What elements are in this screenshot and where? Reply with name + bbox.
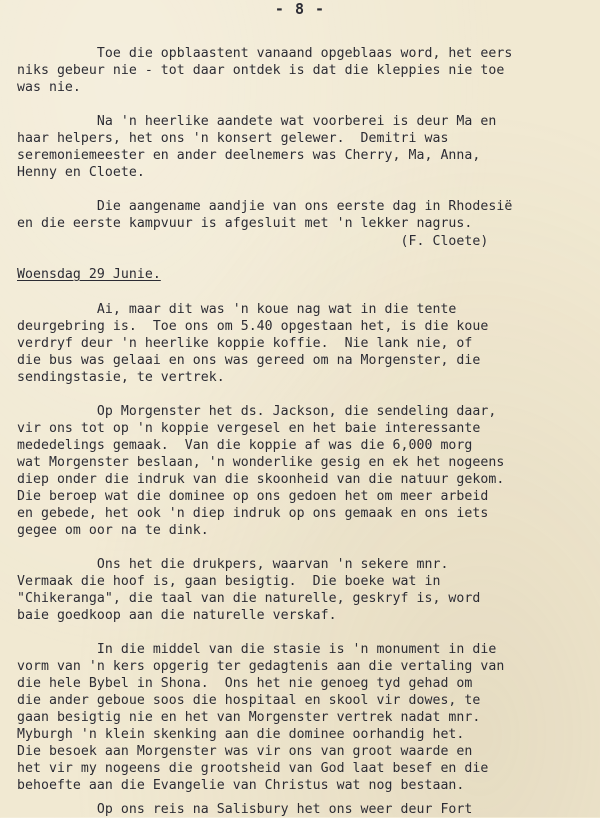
- text-line: was nie.: [17, 80, 81, 95]
- text-line: mededelings gemaak. Van die koppie af was die 6,000 morg: [17, 438, 473, 453]
- text-line: die hele Bybel in Shona. Ons het nie genoeg tyd gehad om: [17, 676, 473, 691]
- text-line: Vermaak die hoof is, gaan besigtig. Die boeke wat in: [17, 574, 441, 589]
- text-line: Op ons reis na Salisbury het ons weer deur Fort: [17, 802, 473, 817]
- text-line: het vir my nogeens die grootsheid van God laat besef en die: [17, 761, 489, 776]
- text-line: behoefte aan die Evangelie van Christus wat nog bestaan.: [17, 778, 465, 793]
- text-line: Toe die opblaastent vanaand opgeblaas word, het eers: [17, 46, 513, 61]
- text-line: vorm van 'n kers opgerig ter gedagtenis aan die vertaling van: [17, 659, 505, 674]
- text-line: die ander geboue soos die hospitaal en skool vir dowes, te: [17, 693, 481, 708]
- text-line: diep onder die indruk van die skoonheid van die natuur gekom.: [17, 472, 505, 487]
- text-line: gaan besigtig nie en het van Morgenster vertrek nadat mnr.: [17, 710, 481, 725]
- text-line: en gebede, het ook 'n diep indruk op ons gemaak en ons iets: [17, 506, 489, 521]
- text-line: Na 'n heerlike aandete wat voorberei is deur Ma en: [17, 114, 497, 129]
- page-number: - 8 -: [274, 0, 326, 18]
- text-line: Myburgh 'n klein skenking aan die dominee oorhandig het.: [17, 727, 465, 742]
- text-line: deurgebring is. Toe ons om 5.40 opgestaan het, is die koue: [17, 319, 489, 334]
- text-line: Die aangename aandjie van ons eerste dag in Rhodesië: [17, 199, 513, 214]
- text-line: Op Morgenster het ds. Jackson, die sendeling daar,: [17, 404, 497, 419]
- text-line: Henny en Cloete.: [17, 165, 145, 180]
- text-line: baie goedkoop aan die naturelle verskaf.: [17, 608, 337, 623]
- text-line: "Chikeranga", die taal van die naturelle, geskryf is, word: [17, 591, 481, 606]
- author-signoff: (F. Cloete): [17, 234, 489, 249]
- text-line: haar helpers, het ons 'n konsert gelewer. Demitri was: [17, 131, 449, 146]
- text-line: sendingstasie, te vertrek.: [17, 370, 225, 385]
- text-line: verdryf deur 'n heerlike koppie koffie. Nie lank nie, of: [17, 336, 473, 351]
- text-line: wat Morgenster beslaan, 'n wonderlike gesig en ek het nogeens: [17, 455, 505, 470]
- date-heading: Woensdag 29 Junie.: [17, 267, 161, 282]
- text-line: Die beroep wat die dominee op ons gedoen het om meer arbeid: [17, 489, 489, 504]
- text-line: vir ons tot op 'n koppie vergesel en het baie interessante: [17, 421, 481, 436]
- text-line: gegee om oor na te dink.: [17, 523, 209, 538]
- text-line: Die besoek aan Morgenster was vir ons van groot waarde en: [17, 744, 473, 759]
- text-line: Ons het die drukpers, waarvan 'n sekere mnr.: [17, 557, 449, 572]
- text-line: seremoniemeester en ander deelnemers was Cherry, Ma, Anna,: [17, 148, 481, 163]
- text-line: en die eerste kampvuur is afgesluit met 'n lekker nagrus.: [17, 216, 473, 231]
- text-line: niks gebeur nie - tot daar ontdek is dat die kleppies nie toe: [17, 63, 505, 78]
- text-line: Ai, maar dit was 'n koue nag wat in die tente: [17, 302, 457, 317]
- text-line: In die middel van die stasie is 'n monument in die: [17, 642, 497, 657]
- text-line: die bus was gelaai en ons was gereed om na Morgenster, die: [17, 353, 481, 368]
